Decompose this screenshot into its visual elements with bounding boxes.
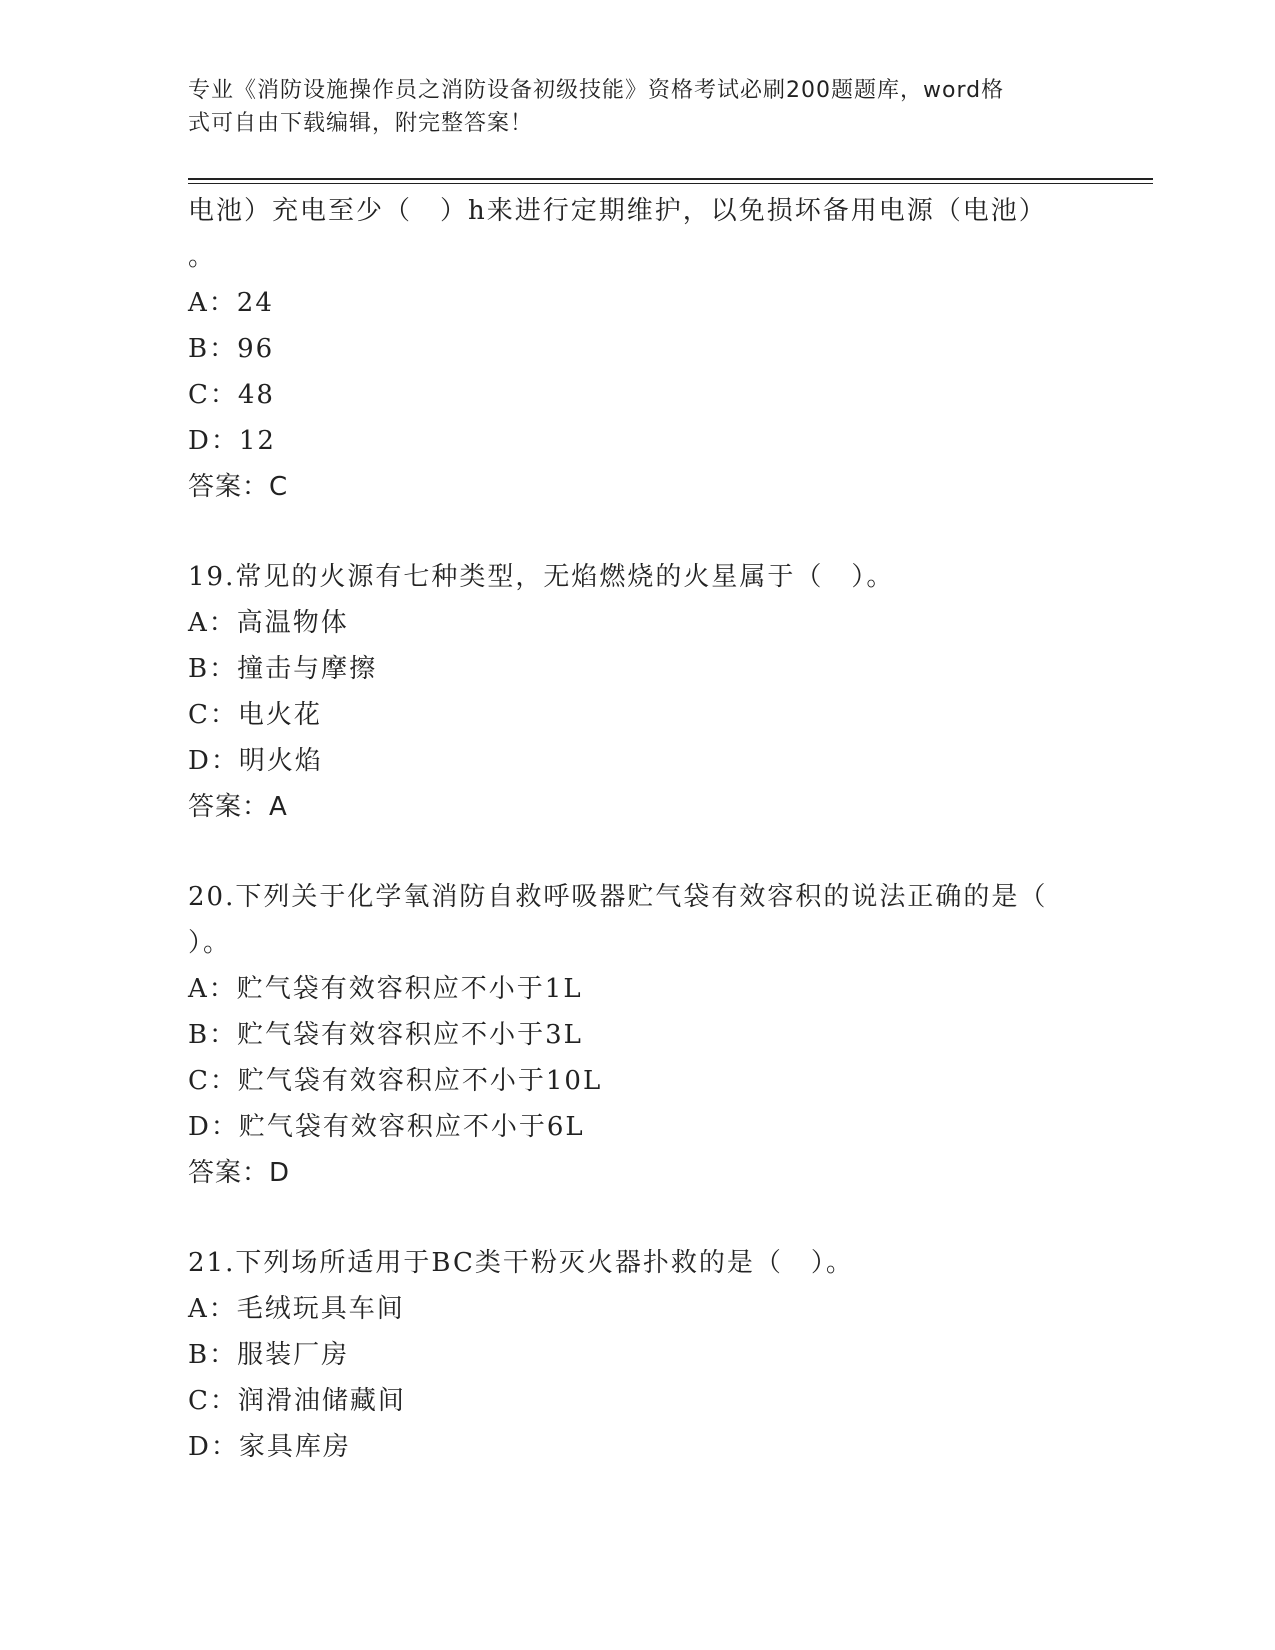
question-spacer	[188, 1196, 1088, 1240]
option-d: D：明火焰	[188, 746, 323, 776]
answer: 答案：A	[188, 792, 288, 822]
option-b: B：撞击与摩擦	[188, 654, 378, 684]
header-line-2: 式可自由下载编辑，附完整答案！	[188, 111, 534, 136]
option-c: C：润滑油储藏间	[188, 1386, 406, 1416]
question-spacer	[188, 830, 1088, 874]
question-text-line: ）。	[188, 928, 232, 958]
option-a: A：毛绒玩具车间	[188, 1294, 405, 1324]
header-line-1: 专业《消防设施操作员之消防设备初级技能》资格考试必刷200题题库，word格	[188, 78, 1005, 103]
option-a: A：高温物体	[188, 608, 349, 638]
question-text-line: 电池）充电至少（ ）h来进行定期维护，以免损坏备用电源（电池）	[188, 196, 1047, 226]
header-divider-thin	[188, 183, 1153, 184]
option-d: D：家具库房	[188, 1432, 351, 1462]
option-b: B：贮气袋有效容积应不小于3L	[188, 1020, 583, 1050]
option-b: B：服装厂房	[188, 1340, 350, 1370]
answer: 答案：D	[188, 1158, 291, 1188]
question-21	[188, 1240, 1088, 1470]
document-header	[188, 74, 1068, 140]
question-text-line: 20.下列关于化学氧消防自救呼吸器贮气袋有效容积的说法正确的是（	[188, 882, 1048, 912]
question-19	[188, 554, 1088, 830]
question-20	[188, 874, 1088, 1196]
option-a: A：24	[188, 288, 274, 318]
question-spacer	[188, 510, 1088, 554]
option-a: A：贮气袋有效容积应不小于1L	[188, 974, 583, 1004]
option-c: C：贮气袋有效容积应不小于10L	[188, 1066, 603, 1096]
header-divider-thick	[188, 178, 1153, 180]
option-d: D：贮气袋有效容积应不小于6L	[188, 1112, 585, 1142]
question-text-line: 。	[188, 242, 217, 272]
question-18	[188, 188, 1088, 510]
question-text-line: 19.常见的火源有七种类型，无焰燃烧的火星属于（ ）。	[188, 562, 895, 592]
option-b: B：96	[188, 334, 275, 364]
document-body	[188, 188, 1088, 1470]
answer: 答案：C	[188, 472, 289, 502]
question-text-line: 21.下列场所适用于BC类干粉灭火器扑救的是（ ）。	[188, 1248, 854, 1278]
option-c: C：48	[188, 380, 275, 410]
option-c: C：电火花	[188, 700, 322, 730]
option-d: D：12	[188, 426, 276, 456]
